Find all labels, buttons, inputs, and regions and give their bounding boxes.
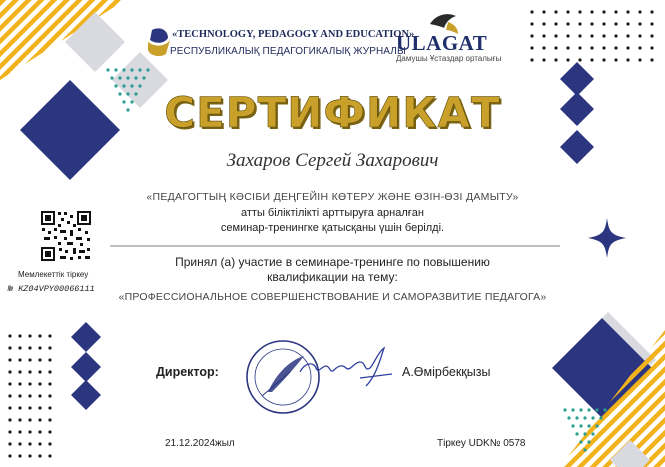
recipient-name: Захаров Сергей Захарович — [226, 150, 439, 171]
journal-logo-icon — [148, 28, 170, 56]
decor-dots-bottom-left — [8, 334, 51, 457]
text-kz-line-2: семинар-тренингке қатысқаны үшін берілді. — [220, 222, 445, 234]
decor-dots-top-right — [530, 10, 653, 61]
registration-number: Тіркеу UDK№ 0578 — [437, 438, 526, 449]
text-ru-line-1: Принял (а) участие в семинаре-тренинге по повышению — [175, 255, 490, 269]
director-label: Директор: — [156, 365, 219, 379]
course-title-kz: «ПЕДАГОГТЫҢ КӘСІБИ ДЕҢГЕЙІН КӨТЕРУ ЖӘНЕ ӨЗІН-ӨЗІ ДАМЫТУ» — [146, 191, 519, 203]
registry-label: Мемлекеттік тіркеу — [18, 270, 89, 279]
journal-name: «TECHNOLOGY, PEDAGOGY AND EDUCATION» — [172, 29, 415, 40]
logo-name: ULAGAT — [396, 31, 488, 55]
issue-date: 21.12.2024жыл — [165, 438, 235, 449]
text-ru-line-2: квалификации на тему: — [267, 270, 398, 284]
quill-seal-icon — [247, 341, 319, 413]
logo-subtitle: Дамушы Ұстаздар орталығы — [396, 54, 502, 63]
course-title-ru: «ПРОФЕССИОНАЛЬНОЕ СОВЕРШЕНСТВОВАНИЕ И САМОРАЗВИТИЕ ПЕДАГОГА» — [118, 291, 547, 303]
journal-subtitle: РЕСПУБЛИКАЛЫҚ ПЕДАГОГИКАЛЫҚ ЖУРНАЛЫ — [170, 46, 406, 57]
decor-navy-diamonds-bottom-left — [71, 322, 101, 410]
director-name: А.Өмірбекқызы — [402, 365, 491, 379]
registry-number: № KZ04VPY00066111 — [8, 284, 95, 294]
certificate-title: СЕРТИФИКАТ — [164, 88, 501, 137]
signature-icon — [300, 348, 392, 386]
decor-bottom-right — [552, 312, 665, 467]
text-kz-line-1: атты біліктілікті арттыруға арналған — [241, 207, 424, 219]
